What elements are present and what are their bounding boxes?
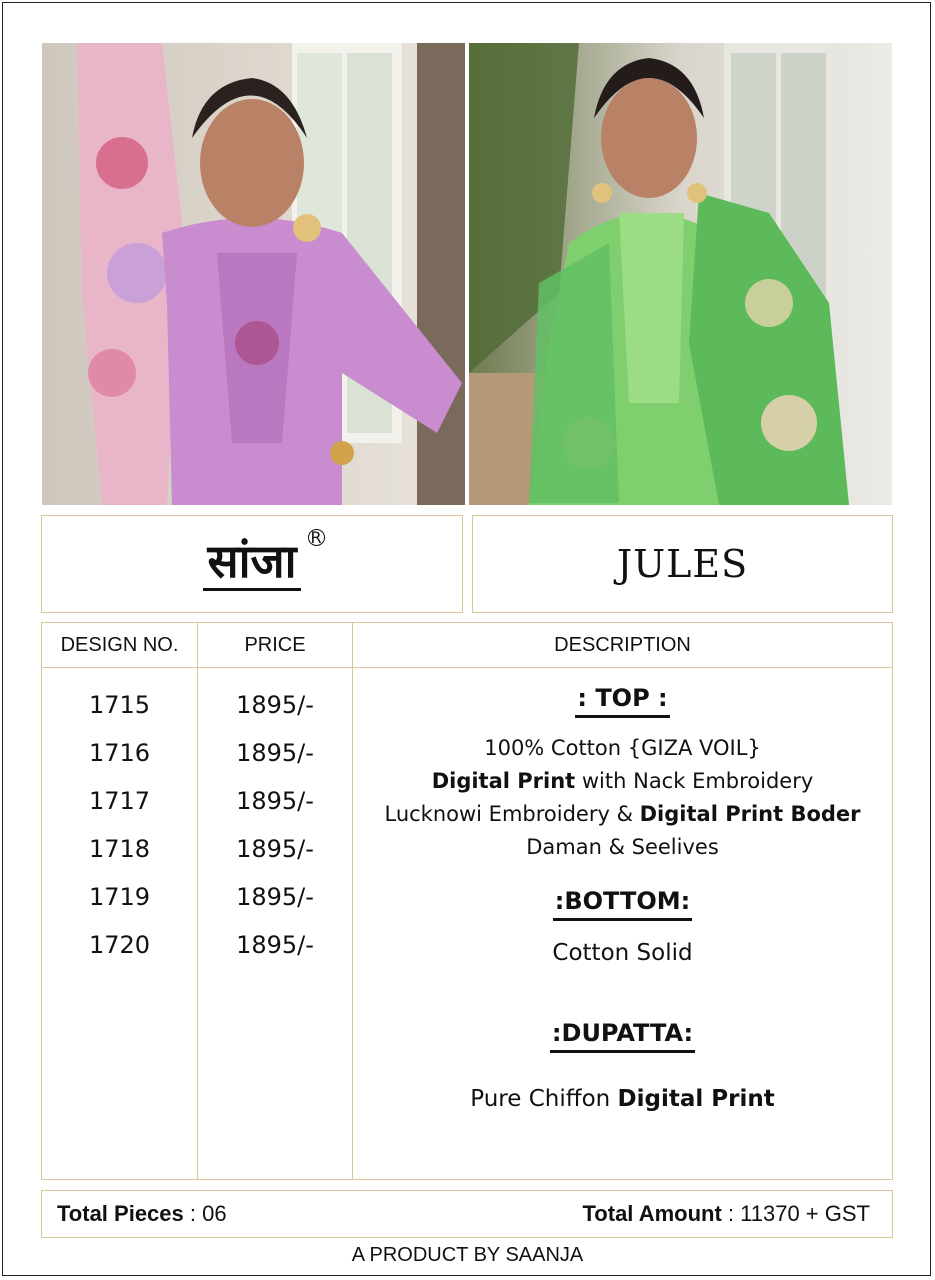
price-cell: 1895/- bbox=[236, 931, 314, 959]
design-no-cell: 1717 bbox=[88, 787, 151, 815]
price-cell: 1895/- bbox=[236, 835, 314, 863]
header-description: DESCRIPTION bbox=[554, 633, 691, 656]
photo-lavender-suit bbox=[42, 43, 465, 505]
photo-green-suit bbox=[469, 43, 892, 505]
bottom-fabric: Cotton Solid bbox=[552, 940, 693, 966]
description-column bbox=[353, 683, 892, 1116]
top-print: Digital Print with Nack Embroidery bbox=[431, 769, 814, 793]
collection-box bbox=[472, 515, 893, 613]
price-cell: 1895/- bbox=[236, 739, 314, 767]
top-embroidery: Lucknowi Embroidery & Digital Print Boder bbox=[384, 802, 861, 826]
price-column bbox=[198, 685, 352, 973]
dupatta-title: :DUPATTA: bbox=[550, 1018, 695, 1053]
header-price: PRICE bbox=[244, 633, 306, 656]
product-photo-right bbox=[469, 43, 892, 505]
price-cell: 1895/- bbox=[236, 691, 314, 719]
design-no-cell: 1718 bbox=[88, 835, 151, 863]
design-no-cell: 1719 bbox=[88, 883, 151, 911]
header-divider bbox=[42, 667, 892, 668]
dupatta-section bbox=[353, 1018, 892, 1116]
brand-box bbox=[41, 515, 463, 613]
bottom-section bbox=[353, 886, 892, 970]
top-section bbox=[353, 683, 892, 864]
design-no-cell: 1715 bbox=[88, 691, 151, 719]
brand-logo: सांजा R bbox=[203, 537, 300, 590]
total-pieces: Total Pieces : 06 bbox=[57, 1201, 227, 1226]
top-title: : TOP : bbox=[575, 683, 669, 718]
top-fabric: 100% Cotton {GIZA VOIL} bbox=[484, 736, 761, 760]
product-photos bbox=[42, 43, 892, 505]
top-daman: Daman & Seelives bbox=[526, 835, 719, 859]
design-no-cell: 1720 bbox=[88, 931, 151, 959]
tagline: A PRODUCT BY SAANJA bbox=[351, 1244, 584, 1266]
header-design-no: DESIGN NO. bbox=[60, 633, 179, 656]
price-cell: 1895/- bbox=[236, 883, 314, 911]
design-no-column bbox=[42, 685, 197, 973]
design-no-cell: 1716 bbox=[88, 739, 151, 767]
registered-mark: R bbox=[308, 529, 325, 546]
bottom-title: :BOTTOM: bbox=[553, 886, 693, 921]
total-amount: Total Amount : 11370 + GST bbox=[582, 1201, 870, 1226]
product-photo-left bbox=[42, 43, 465, 505]
collection-name: JULES bbox=[616, 542, 749, 586]
totals-bar bbox=[41, 1190, 893, 1238]
price-cell: 1895/- bbox=[236, 787, 314, 815]
dupatta-fabric: Pure Chiffon Digital Print bbox=[470, 1086, 775, 1112]
catalog-table bbox=[41, 622, 893, 1180]
